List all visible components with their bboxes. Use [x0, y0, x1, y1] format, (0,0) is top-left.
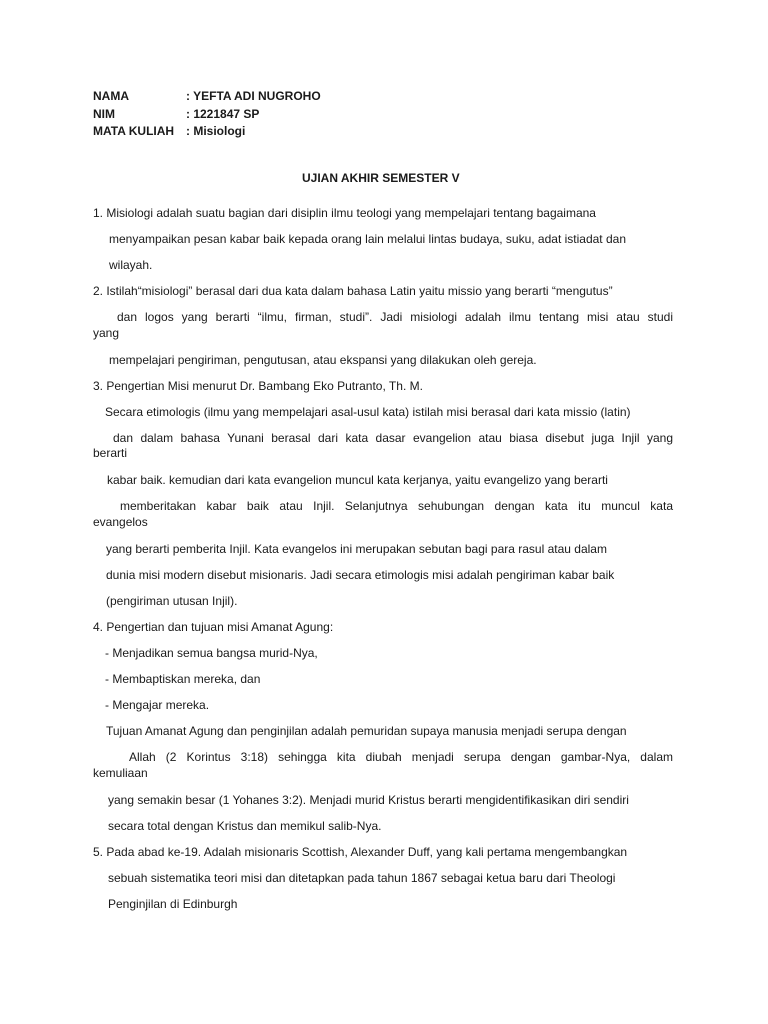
- q4-line-1: 4. Pengertian dan tujuan misi Amanat Agung:: [93, 620, 334, 634]
- q4-bullet-3: - Mengajar mereka.: [105, 698, 210, 712]
- q4-line-3: Allah (2 Korintus 3:18) sehingga kita diubah menjadi serupa dengan gambar-Nya, dalam: [129, 750, 673, 764]
- q2-line-1: 2. Istilah“misiologi” berasal dari dua kata dalam bahasa Latin yaitu missio yang berarti “mengutus”: [93, 284, 613, 298]
- nim-value: : 1221847 SP: [186, 107, 260, 121]
- q1-line-3: wilayah.: [109, 258, 153, 272]
- q4-bullet-1: - Menjadikan semua bangsa murid-Nya,: [105, 646, 318, 660]
- q1-line-2: menyampaikan pesan kabar baik kepada orang lain melalui lintas budaya, suku, adat istiadat dan: [109, 232, 626, 246]
- q4-line-5: secara total dengan Kristus dan memikul salib-Nya.: [108, 819, 382, 833]
- q3-line-6: yang berarti pemberita Injil. Kata evangelos ini merupakan sebutan bagi para rasul atau dalam: [106, 542, 607, 556]
- q4-bullet-2: - Membaptiskan mereka, dan: [105, 672, 261, 686]
- q4-line-4: yang semakin besar (1 Yohanes 3:2). Menjadi murid Kristus berarti mengidentifikasikan diri sendiri: [108, 793, 629, 807]
- q3-line-2: Secara etimologis (ilmu yang mempelajari asal-usul kata) istilah misi berasal dari kata missio (latin): [105, 405, 631, 419]
- q2-line-3: mempelajari pengiriman, pengutusan, atau ekspansi yang dilakukan oleh gereja.: [109, 353, 537, 367]
- q3-line-3: dan dalam bahasa Yunani berasal dari kata dasar evangelion atau biasa disebut juga Injil yang: [113, 431, 673, 445]
- q1-line-1: 1. Misiologi adalah suatu bagian dari disiplin ilmu teologi yang mempelajari tentang bagaimana: [93, 206, 596, 220]
- q4-line-3-wrap: kemuliaan: [93, 766, 148, 780]
- course-value: : Misiologi: [186, 124, 246, 138]
- name-label: NAMA: [93, 89, 129, 103]
- q5-line-1: 5. Pada abad ke-19. Adalah misionaris Scottish, Alexander Duff, yang kali pertama mengembangkan: [93, 845, 628, 859]
- q3-line-3-wrap: berarti: [93, 446, 128, 460]
- name-value: : YEFTA ADI NUGROHO: [186, 89, 321, 103]
- nim-label: NIM: [93, 107, 115, 121]
- q2-line-2-wrap: yang: [93, 326, 120, 340]
- q3-line-5-wrap: evangelos: [93, 515, 148, 529]
- course-label: MATA KULIAH: [93, 124, 175, 138]
- q2-line-2: dan logos yang berarti “ilmu, firman, studi”. Jadi misiologi adalah ilmu tentang misi atau studi: [117, 310, 673, 324]
- q3-line-4: kabar baik. kemudian dari kata evangelion muncul kata kerjanya, yaitu evangelizo yang berarti: [107, 473, 608, 487]
- q3-line-1: 3. Pengertian Misi menurut Dr. Bambang Eko Putranto, Th. M.: [93, 379, 423, 393]
- q3-line-7: dunia misi modern disebut misionaris. Jadi secara etimologis misi adalah pengiriman kabar baik: [106, 568, 615, 582]
- q4-line-2: Tujuan Amanat Agung dan penginjilan adalah pemuridan supaya manusia menjadi serupa dengan: [106, 724, 627, 738]
- q5-line-2: sebuah sistematika teori misi dan ditetapkan pada tahun 1867 sebagai ketua baru dari Theologi: [108, 871, 616, 885]
- q3-line-5: memberitakan kabar baik atau Injil. Selanjutnya sehubungan dengan kata itu muncul kata: [120, 499, 673, 513]
- q5-line-3: Penginjilan di Edinburgh: [108, 897, 238, 911]
- q3-line-8: (pengiriman utusan Injil).: [106, 594, 238, 608]
- page-title: UJIAN AKHIR SEMESTER V: [302, 171, 460, 185]
